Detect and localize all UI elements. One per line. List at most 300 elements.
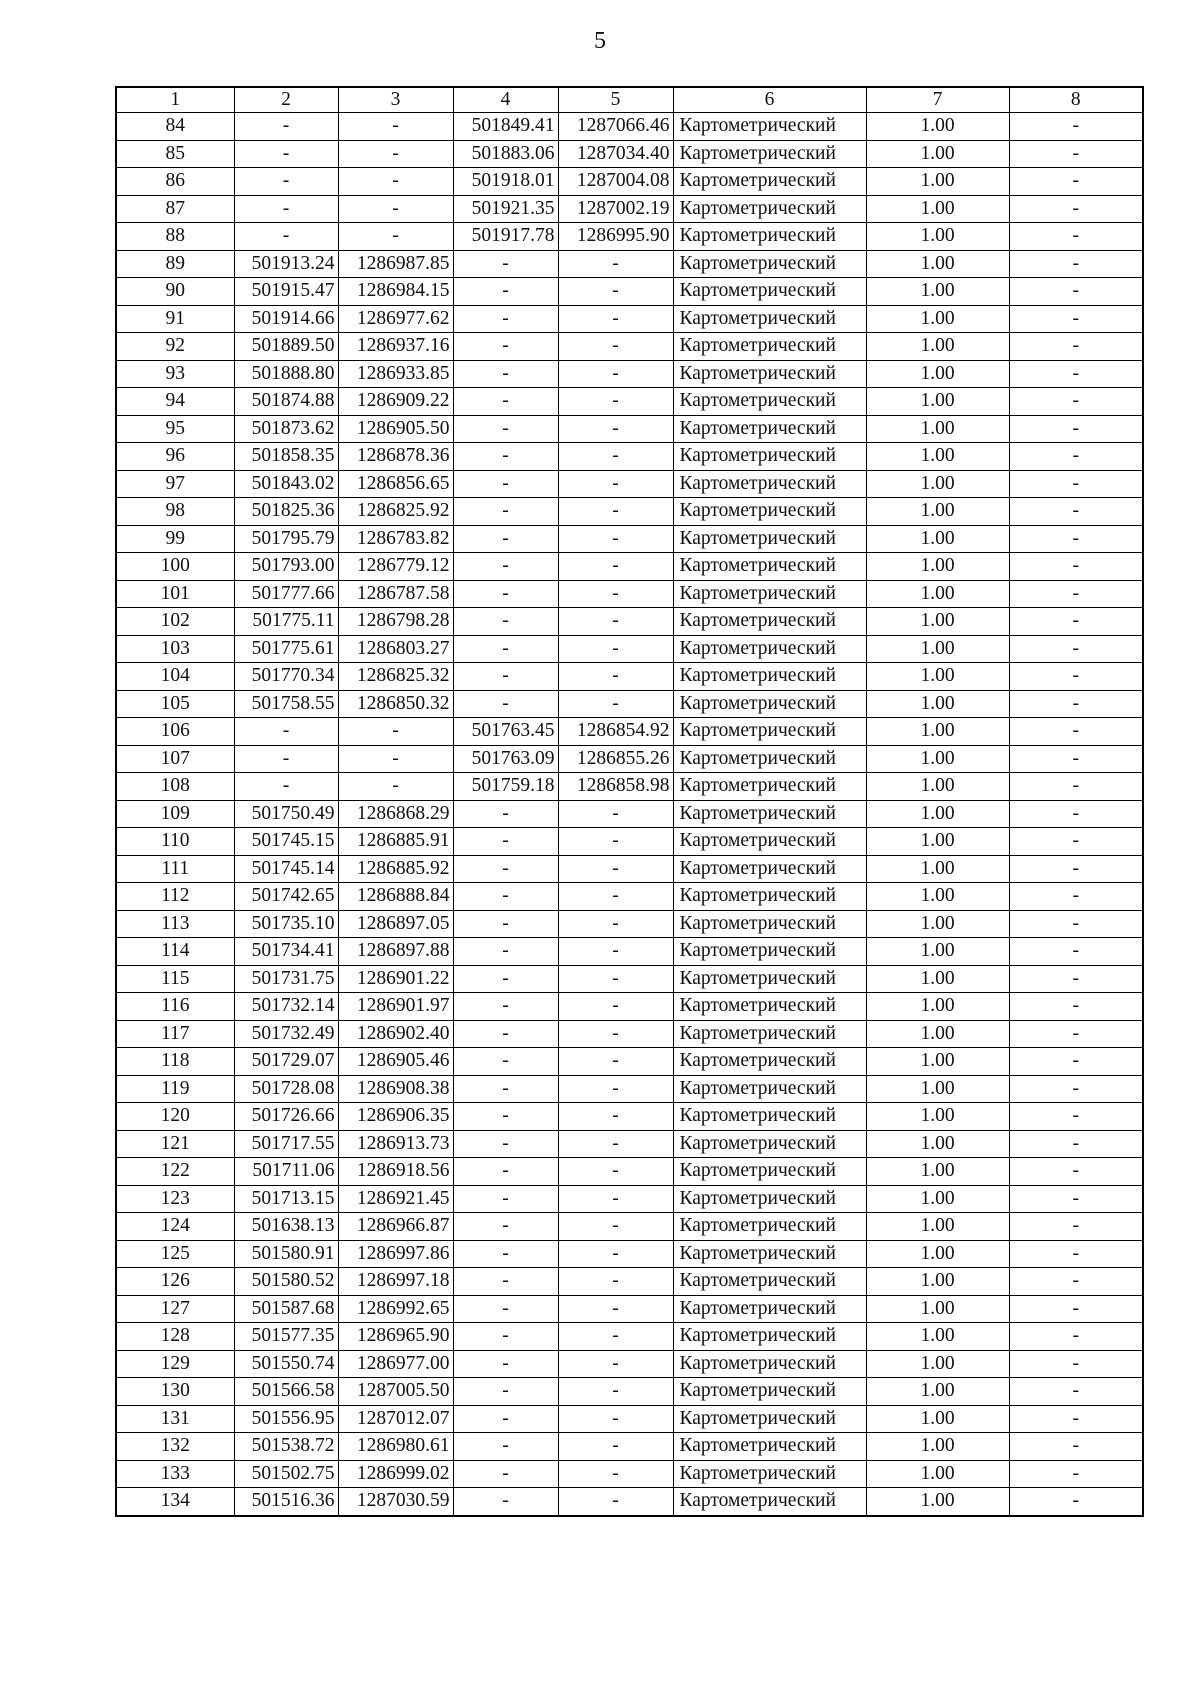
x-existing-cell: 501587.68 bbox=[234, 1295, 338, 1323]
point-number-cell: 84 bbox=[116, 113, 234, 141]
x-new-cell: - bbox=[453, 1158, 558, 1186]
note-cell: - bbox=[1009, 1048, 1143, 1076]
point-number-cell: 106 bbox=[116, 718, 234, 746]
y-new-cell: - bbox=[558, 470, 673, 498]
x-existing-cell: 501777.66 bbox=[234, 580, 338, 608]
y-new-cell: - bbox=[558, 690, 673, 718]
point-number-cell: 117 bbox=[116, 1020, 234, 1048]
y-new-cell: - bbox=[558, 305, 673, 333]
y-existing-cell: 1286966.87 bbox=[338, 1213, 453, 1241]
point-number-cell: 115 bbox=[116, 965, 234, 993]
note-cell: - bbox=[1009, 1488, 1143, 1516]
point-number-cell: 133 bbox=[116, 1460, 234, 1488]
point-number-cell: 105 bbox=[116, 690, 234, 718]
y-new-cell: - bbox=[558, 1323, 673, 1351]
x-existing-cell: 501745.15 bbox=[234, 828, 338, 856]
x-new-cell: - bbox=[453, 1323, 558, 1351]
y-new-cell: - bbox=[558, 498, 673, 526]
method-cell: Картометрический bbox=[673, 745, 866, 773]
note-cell: - bbox=[1009, 333, 1143, 361]
point-number-cell: 94 bbox=[116, 388, 234, 416]
table-row bbox=[116, 1323, 1143, 1351]
table-row bbox=[116, 1020, 1143, 1048]
x-new-cell: - bbox=[453, 1295, 558, 1323]
y-new-cell: - bbox=[558, 278, 673, 306]
accuracy-cell: 1.00 bbox=[866, 1048, 1009, 1076]
accuracy-cell: 1.00 bbox=[866, 1020, 1009, 1048]
x-existing-cell: 501874.88 bbox=[234, 388, 338, 416]
note-cell: - bbox=[1009, 855, 1143, 883]
x-existing-cell: - bbox=[234, 168, 338, 196]
page-number: 5 bbox=[594, 28, 606, 54]
note-cell: - bbox=[1009, 278, 1143, 306]
y-new-cell: 1286854.92 bbox=[558, 718, 673, 746]
table-row bbox=[116, 855, 1143, 883]
table-row bbox=[116, 1185, 1143, 1213]
x-existing-cell: 501566.58 bbox=[234, 1378, 338, 1406]
table-row bbox=[116, 1240, 1143, 1268]
y-new-cell: - bbox=[558, 965, 673, 993]
x-new-cell: - bbox=[453, 443, 558, 471]
x-existing-cell: - bbox=[234, 718, 338, 746]
method-cell: Картометрический bbox=[673, 333, 866, 361]
y-new-cell: - bbox=[558, 855, 673, 883]
x-new-cell: - bbox=[453, 635, 558, 663]
column-header: 5 bbox=[558, 87, 673, 113]
accuracy-cell: 1.00 bbox=[866, 250, 1009, 278]
table-row bbox=[116, 1460, 1143, 1488]
x-new-cell: 501849.41 bbox=[453, 113, 558, 141]
y-existing-cell: 1286921.45 bbox=[338, 1185, 453, 1213]
y-new-cell: - bbox=[558, 415, 673, 443]
x-new-cell: 501883.06 bbox=[453, 140, 558, 168]
note-cell: - bbox=[1009, 553, 1143, 581]
note-cell: - bbox=[1009, 1240, 1143, 1268]
x-existing-cell: - bbox=[234, 195, 338, 223]
accuracy-cell: 1.00 bbox=[866, 1130, 1009, 1158]
table-row bbox=[116, 718, 1143, 746]
accuracy-cell: 1.00 bbox=[866, 1240, 1009, 1268]
x-new-cell: - bbox=[453, 1103, 558, 1131]
point-number-cell: 107 bbox=[116, 745, 234, 773]
x-existing-cell: 501732.49 bbox=[234, 1020, 338, 1048]
method-cell: Картометрический bbox=[673, 580, 866, 608]
point-number-cell: 126 bbox=[116, 1268, 234, 1296]
accuracy-cell: 1.00 bbox=[866, 965, 1009, 993]
method-cell: Картометрический bbox=[673, 388, 866, 416]
point-number-cell: 92 bbox=[116, 333, 234, 361]
y-new-cell: - bbox=[558, 1020, 673, 1048]
method-cell: Картометрический bbox=[673, 1268, 866, 1296]
accuracy-cell: 1.00 bbox=[866, 525, 1009, 553]
table-row bbox=[116, 278, 1143, 306]
accuracy-cell: 1.00 bbox=[866, 498, 1009, 526]
note-cell: - bbox=[1009, 498, 1143, 526]
point-number-cell: 100 bbox=[116, 553, 234, 581]
x-existing-cell: 501750.49 bbox=[234, 800, 338, 828]
y-existing-cell: 1286992.65 bbox=[338, 1295, 453, 1323]
x-existing-cell: - bbox=[234, 113, 338, 141]
accuracy-cell: 1.00 bbox=[866, 800, 1009, 828]
method-cell: Картометрический bbox=[673, 1350, 866, 1378]
note-cell: - bbox=[1009, 883, 1143, 911]
table-row bbox=[116, 993, 1143, 1021]
table-row bbox=[116, 360, 1143, 388]
table-row bbox=[116, 333, 1143, 361]
y-existing-cell: 1286878.36 bbox=[338, 443, 453, 471]
method-cell: Картометрический bbox=[673, 910, 866, 938]
accuracy-cell: 1.00 bbox=[866, 1433, 1009, 1461]
accuracy-cell: 1.00 bbox=[866, 1185, 1009, 1213]
accuracy-cell: 1.00 bbox=[866, 1213, 1009, 1241]
accuracy-cell: 1.00 bbox=[866, 1075, 1009, 1103]
y-existing-cell: 1286977.00 bbox=[338, 1350, 453, 1378]
note-cell: - bbox=[1009, 910, 1143, 938]
x-existing-cell: - bbox=[234, 140, 338, 168]
table-row bbox=[116, 1488, 1143, 1516]
note-cell: - bbox=[1009, 140, 1143, 168]
method-cell: Картометрический bbox=[673, 305, 866, 333]
note-cell: - bbox=[1009, 443, 1143, 471]
x-new-cell: - bbox=[453, 1268, 558, 1296]
x-existing-cell: 501580.52 bbox=[234, 1268, 338, 1296]
point-number-cell: 95 bbox=[116, 415, 234, 443]
x-existing-cell: 501742.65 bbox=[234, 883, 338, 911]
note-cell: - bbox=[1009, 1103, 1143, 1131]
y-existing-cell: 1286999.02 bbox=[338, 1460, 453, 1488]
accuracy-cell: 1.00 bbox=[866, 360, 1009, 388]
table-row bbox=[116, 580, 1143, 608]
note-cell: - bbox=[1009, 1323, 1143, 1351]
column-header: 3 bbox=[338, 87, 453, 113]
note-cell: - bbox=[1009, 415, 1143, 443]
table-row bbox=[116, 745, 1143, 773]
accuracy-cell: 1.00 bbox=[866, 828, 1009, 856]
method-cell: Картометрический bbox=[673, 1240, 866, 1268]
method-cell: Картометрический bbox=[673, 690, 866, 718]
x-new-cell: - bbox=[453, 1433, 558, 1461]
accuracy-cell: 1.00 bbox=[866, 305, 1009, 333]
note-cell: - bbox=[1009, 773, 1143, 801]
y-existing-cell: 1287030.59 bbox=[338, 1488, 453, 1516]
y-new-cell: - bbox=[558, 525, 673, 553]
method-cell: Картометрический bbox=[673, 168, 866, 196]
table-body bbox=[116, 113, 1143, 1516]
point-number-cell: 110 bbox=[116, 828, 234, 856]
accuracy-cell: 1.00 bbox=[866, 388, 1009, 416]
method-cell: Картометрический bbox=[673, 1075, 866, 1103]
point-number-cell: 124 bbox=[116, 1213, 234, 1241]
x-existing-cell: 501717.55 bbox=[234, 1130, 338, 1158]
y-existing-cell: 1286850.32 bbox=[338, 690, 453, 718]
x-existing-cell: 501775.11 bbox=[234, 608, 338, 636]
accuracy-cell: 1.00 bbox=[866, 470, 1009, 498]
x-existing-cell: 501732.14 bbox=[234, 993, 338, 1021]
note-cell: - bbox=[1009, 223, 1143, 251]
note-cell: - bbox=[1009, 1460, 1143, 1488]
y-existing-cell: 1286856.65 bbox=[338, 470, 453, 498]
table-row bbox=[116, 525, 1143, 553]
point-number-cell: 98 bbox=[116, 498, 234, 526]
x-new-cell: - bbox=[453, 1213, 558, 1241]
table-row bbox=[116, 1130, 1143, 1158]
point-number-cell: 119 bbox=[116, 1075, 234, 1103]
x-existing-cell: 501516.36 bbox=[234, 1488, 338, 1516]
accuracy-cell: 1.00 bbox=[866, 113, 1009, 141]
accuracy-cell: 1.00 bbox=[866, 745, 1009, 773]
table-row bbox=[116, 195, 1143, 223]
table-row bbox=[116, 1350, 1143, 1378]
x-existing-cell: 501770.34 bbox=[234, 663, 338, 691]
y-new-cell: 1286858.98 bbox=[558, 773, 673, 801]
method-cell: Картометрический bbox=[673, 278, 866, 306]
y-new-cell: 1287066.46 bbox=[558, 113, 673, 141]
x-new-cell: - bbox=[453, 938, 558, 966]
y-existing-cell: 1286885.91 bbox=[338, 828, 453, 856]
x-new-cell: - bbox=[453, 1488, 558, 1516]
x-new-cell: - bbox=[453, 855, 558, 883]
x-existing-cell: 501726.66 bbox=[234, 1103, 338, 1131]
point-number-cell: 129 bbox=[116, 1350, 234, 1378]
x-new-cell: - bbox=[453, 993, 558, 1021]
method-cell: Картометрический bbox=[673, 855, 866, 883]
method-cell: Картометрический bbox=[673, 965, 866, 993]
y-existing-cell: 1286913.73 bbox=[338, 1130, 453, 1158]
point-number-cell: 125 bbox=[116, 1240, 234, 1268]
table-row bbox=[116, 1295, 1143, 1323]
y-existing-cell: - bbox=[338, 745, 453, 773]
x-new-cell: - bbox=[453, 1130, 558, 1158]
accuracy-cell: 1.00 bbox=[866, 1350, 1009, 1378]
x-existing-cell: 501793.00 bbox=[234, 553, 338, 581]
y-existing-cell: 1286901.97 bbox=[338, 993, 453, 1021]
column-header: 7 bbox=[866, 87, 1009, 113]
method-cell: Картометрический bbox=[673, 250, 866, 278]
y-existing-cell: - bbox=[338, 718, 453, 746]
accuracy-cell: 1.00 bbox=[866, 1460, 1009, 1488]
point-number-cell: 112 bbox=[116, 883, 234, 911]
y-existing-cell: 1286901.22 bbox=[338, 965, 453, 993]
accuracy-cell: 1.00 bbox=[866, 1323, 1009, 1351]
method-cell: Картометрический bbox=[673, 1048, 866, 1076]
y-existing-cell: - bbox=[338, 113, 453, 141]
y-new-cell: - bbox=[558, 828, 673, 856]
column-header: 1 bbox=[116, 87, 234, 113]
y-new-cell: 1287034.40 bbox=[558, 140, 673, 168]
method-cell: Картометрический bbox=[673, 1488, 866, 1516]
method-cell: Картометрический bbox=[673, 883, 866, 911]
x-existing-cell: 501577.35 bbox=[234, 1323, 338, 1351]
x-existing-cell: 501502.75 bbox=[234, 1460, 338, 1488]
x-existing-cell: 501745.14 bbox=[234, 855, 338, 883]
y-new-cell: - bbox=[558, 1405, 673, 1433]
y-new-cell: - bbox=[558, 443, 673, 471]
accuracy-cell: 1.00 bbox=[866, 415, 1009, 443]
y-new-cell: - bbox=[558, 1350, 673, 1378]
note-cell: - bbox=[1009, 388, 1143, 416]
x-new-cell: - bbox=[453, 360, 558, 388]
x-existing-cell: 501825.36 bbox=[234, 498, 338, 526]
x-new-cell: 501759.18 bbox=[453, 773, 558, 801]
y-existing-cell: - bbox=[338, 223, 453, 251]
x-new-cell: - bbox=[453, 1185, 558, 1213]
y-existing-cell: 1286787.58 bbox=[338, 580, 453, 608]
table-row bbox=[116, 663, 1143, 691]
method-cell: Картометрический bbox=[673, 1185, 866, 1213]
y-new-cell: - bbox=[558, 1295, 673, 1323]
point-number-cell: 96 bbox=[116, 443, 234, 471]
note-cell: - bbox=[1009, 1405, 1143, 1433]
y-existing-cell: - bbox=[338, 195, 453, 223]
y-new-cell: - bbox=[558, 1240, 673, 1268]
table-row bbox=[116, 223, 1143, 251]
accuracy-cell: 1.00 bbox=[866, 333, 1009, 361]
x-existing-cell: 501889.50 bbox=[234, 333, 338, 361]
method-cell: Картометрический bbox=[673, 800, 866, 828]
column-header: 2 bbox=[234, 87, 338, 113]
x-existing-cell: 501873.62 bbox=[234, 415, 338, 443]
method-cell: Картометрический bbox=[673, 635, 866, 663]
accuracy-cell: 1.00 bbox=[866, 195, 1009, 223]
x-new-cell: - bbox=[453, 1048, 558, 1076]
x-new-cell: - bbox=[453, 388, 558, 416]
column-header: 8 bbox=[1009, 87, 1143, 113]
x-new-cell: - bbox=[453, 883, 558, 911]
accuracy-cell: 1.00 bbox=[866, 883, 1009, 911]
method-cell: Картометрический bbox=[673, 443, 866, 471]
y-existing-cell: 1286897.88 bbox=[338, 938, 453, 966]
x-existing-cell: 501556.95 bbox=[234, 1405, 338, 1433]
y-new-cell: - bbox=[558, 388, 673, 416]
note-cell: - bbox=[1009, 360, 1143, 388]
note-cell: - bbox=[1009, 993, 1143, 1021]
x-new-cell: - bbox=[453, 1075, 558, 1103]
accuracy-cell: 1.00 bbox=[866, 278, 1009, 306]
method-cell: Картометрический bbox=[673, 663, 866, 691]
y-existing-cell: 1286888.84 bbox=[338, 883, 453, 911]
note-cell: - bbox=[1009, 113, 1143, 141]
method-cell: Картометрический bbox=[673, 1378, 866, 1406]
table-row bbox=[116, 938, 1143, 966]
method-cell: Картометрический bbox=[673, 718, 866, 746]
method-cell: Картометрический bbox=[673, 1405, 866, 1433]
note-cell: - bbox=[1009, 1158, 1143, 1186]
point-number-cell: 127 bbox=[116, 1295, 234, 1323]
accuracy-cell: 1.00 bbox=[866, 910, 1009, 938]
point-number-cell: 86 bbox=[116, 168, 234, 196]
table-row bbox=[116, 415, 1143, 443]
y-new-cell: - bbox=[558, 1460, 673, 1488]
y-new-cell: 1286995.90 bbox=[558, 223, 673, 251]
y-existing-cell: 1286980.61 bbox=[338, 1433, 453, 1461]
method-cell: Картометрический bbox=[673, 828, 866, 856]
table-row bbox=[116, 828, 1143, 856]
method-cell: Картометрический bbox=[673, 938, 866, 966]
table-row bbox=[116, 773, 1143, 801]
method-cell: Картометрический bbox=[673, 1433, 866, 1461]
point-number-cell: 88 bbox=[116, 223, 234, 251]
x-existing-cell: 501758.55 bbox=[234, 690, 338, 718]
method-cell: Картометрический bbox=[673, 1103, 866, 1131]
table-row bbox=[116, 965, 1143, 993]
y-new-cell: - bbox=[558, 250, 673, 278]
y-new-cell: - bbox=[558, 553, 673, 581]
y-existing-cell: 1286897.05 bbox=[338, 910, 453, 938]
x-new-cell: - bbox=[453, 470, 558, 498]
point-number-cell: 93 bbox=[116, 360, 234, 388]
y-new-cell: - bbox=[558, 635, 673, 663]
x-new-cell: - bbox=[453, 828, 558, 856]
point-number-cell: 122 bbox=[116, 1158, 234, 1186]
x-new-cell: - bbox=[453, 1240, 558, 1268]
y-new-cell: - bbox=[558, 800, 673, 828]
note-cell: - bbox=[1009, 718, 1143, 746]
x-new-cell: - bbox=[453, 910, 558, 938]
method-cell: Картометрический bbox=[673, 993, 866, 1021]
method-cell: Картометрический bbox=[673, 113, 866, 141]
x-existing-cell: 501731.75 bbox=[234, 965, 338, 993]
accuracy-cell: 1.00 bbox=[866, 1268, 1009, 1296]
accuracy-cell: 1.00 bbox=[866, 608, 1009, 636]
table-row bbox=[116, 470, 1143, 498]
x-new-cell: 501763.09 bbox=[453, 745, 558, 773]
x-new-cell: - bbox=[453, 1350, 558, 1378]
accuracy-cell: 1.00 bbox=[866, 1158, 1009, 1186]
x-new-cell: 501921.35 bbox=[453, 195, 558, 223]
x-new-cell: - bbox=[453, 553, 558, 581]
method-cell: Картометрический bbox=[673, 1323, 866, 1351]
y-new-cell: - bbox=[558, 1213, 673, 1241]
y-new-cell: - bbox=[558, 333, 673, 361]
table-row bbox=[116, 305, 1143, 333]
table-row bbox=[116, 1048, 1143, 1076]
note-cell: - bbox=[1009, 663, 1143, 691]
y-new-cell: - bbox=[558, 1075, 673, 1103]
x-new-cell: 501917.78 bbox=[453, 223, 558, 251]
method-cell: Картометрический bbox=[673, 498, 866, 526]
x-existing-cell: 501795.79 bbox=[234, 525, 338, 553]
accuracy-cell: 1.00 bbox=[866, 1405, 1009, 1433]
y-new-cell: - bbox=[558, 1185, 673, 1213]
note-cell: - bbox=[1009, 1295, 1143, 1323]
x-new-cell: - bbox=[453, 1378, 558, 1406]
y-new-cell: - bbox=[558, 1488, 673, 1516]
y-new-cell: - bbox=[558, 580, 673, 608]
accuracy-cell: 1.00 bbox=[866, 168, 1009, 196]
y-new-cell: 1287004.08 bbox=[558, 168, 673, 196]
note-cell: - bbox=[1009, 1075, 1143, 1103]
x-new-cell: - bbox=[453, 1405, 558, 1433]
y-existing-cell: 1286803.27 bbox=[338, 635, 453, 663]
x-existing-cell: 501915.47 bbox=[234, 278, 338, 306]
point-number-cell: 121 bbox=[116, 1130, 234, 1158]
y-existing-cell: 1287005.50 bbox=[338, 1378, 453, 1406]
y-new-cell: - bbox=[558, 1048, 673, 1076]
y-existing-cell: 1286902.40 bbox=[338, 1020, 453, 1048]
table-row bbox=[116, 910, 1143, 938]
note-cell: - bbox=[1009, 1020, 1143, 1048]
table-row bbox=[116, 1378, 1143, 1406]
y-existing-cell: - bbox=[338, 168, 453, 196]
y-new-cell: - bbox=[558, 910, 673, 938]
table-row bbox=[116, 1213, 1143, 1241]
note-cell: - bbox=[1009, 1268, 1143, 1296]
y-existing-cell: 1286909.22 bbox=[338, 388, 453, 416]
point-number-cell: 87 bbox=[116, 195, 234, 223]
y-existing-cell: 1286984.15 bbox=[338, 278, 453, 306]
x-new-cell: - bbox=[453, 580, 558, 608]
note-cell: - bbox=[1009, 305, 1143, 333]
